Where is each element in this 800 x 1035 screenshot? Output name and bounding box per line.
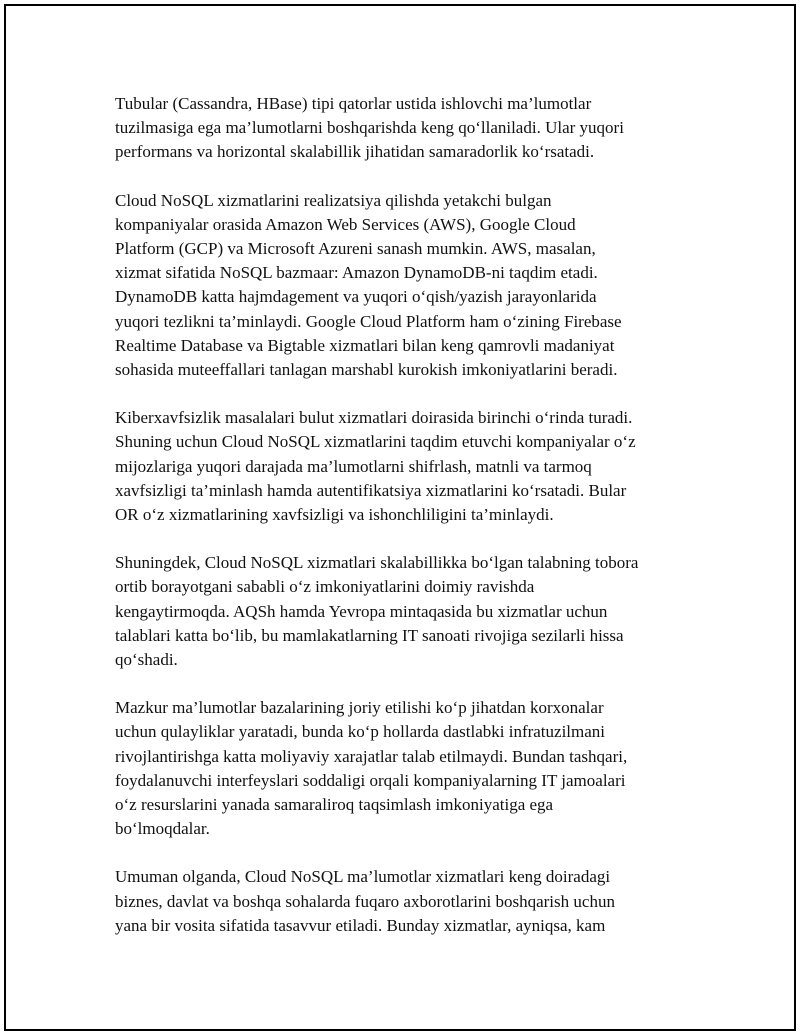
- text-line: kompaniyalar orasida Amazon Web Services (AWS), Google Cloud: [115, 214, 576, 234]
- text-line: Shuning uchun Cloud NoSQL xizmatlarini taqdim etuvchi kompaniyalar o‘z: [115, 432, 636, 452]
- text-line: rivojlantirishga katta moliyaviy xarajatlar talab etilmaydi. Bundan tashqari,: [115, 746, 628, 766]
- text-line: uchun qulayliklar yaratadi, bunda ko‘p hollarda dastlabki infratuzilmani: [115, 722, 606, 742]
- text-line: foydalanuvchi interfeyslari soddaligi orqali kompaniyalarning IT jamoalari: [115, 770, 626, 790]
- text-line: Platform (GCP) va Microsoft Azureni sanash mumkin. AWS, masalan,: [115, 239, 596, 259]
- text-line: talablari katta bo‘lib, bu mamlakatlarning IT sanoati rivojiga sezilarli hissa: [115, 625, 624, 645]
- text-line: performans va horizontal skalabillik jihatidan samaradorlik ko‘rsatadi.: [115, 142, 595, 162]
- text-line: Kiberxavfsizlik masalalari bulut xizmatlari doirasida birinchi o‘rinda turadi.: [115, 408, 633, 428]
- text-line: o‘z resurslarini yanada samaraliroq taqsimlash imkoniyatiga ega: [115, 795, 554, 815]
- text-line: Umuman olganda, Cloud NoSQL ma’lumotlar xizmatlari keng doiradagi: [115, 867, 611, 887]
- text-line: bo‘lmoqdalar.: [115, 819, 210, 839]
- text-line: Mazkur ma’lumotlar bazalarining joriy etilishi ko‘p jihatdan korxonalar: [115, 698, 604, 718]
- paragraph-tubular: [115, 92, 690, 165]
- text-line: yuqori tezlikni ta’minlaydi. Google Cloud Platform ham o‘zining Firebase: [115, 311, 622, 331]
- paragraph-scalability: [115, 551, 690, 672]
- paragraph-cloud-providers: [115, 189, 690, 383]
- text-line: OR o‘z xizmatlarining xavfsizligi va ishonchliligini ta’minlaydi.: [115, 505, 554, 525]
- paragraph-adoption: [115, 696, 690, 841]
- text-line: qo‘shadi.: [115, 650, 178, 670]
- text-line: DynamoDB katta hajmdagement va yuqori o‘qish/yazish jarayonlarida: [115, 287, 597, 307]
- text-line: mijozlariga yuqori darajada ma’lumotlarni shifrlash, matnli va tarmoq: [115, 456, 592, 476]
- text-line: biznes, davlat va boshqa sohalarda fuqaro axborotlarini boshqarish uchun: [115, 891, 615, 911]
- text-line: Cloud NoSQL xizmatlarini realizatsiya qilishda yetakchi bulgan: [115, 190, 552, 210]
- text-line: Tubular (Cassandra, HBase) tipi qatorlar ustida ishlovchi ma’lumotlar: [115, 94, 592, 113]
- text-line: sohasida muteeffallari tanlagan marshabl kurokish imkoniyatlarini beradi.: [115, 360, 618, 380]
- text-line: tuzilmasiga ega ma’lumotlarni boshqarishda keng qo‘llaniladi. Ular yuqori: [115, 118, 624, 138]
- text-line: kengaytirmoqda. AQSh hamda Yevropa mintaqasida bu xizmatlar uchun: [115, 601, 608, 621]
- text-line: ortib borayotgani sababli o‘z imkoniyatlarini doimiy ravishda: [115, 577, 535, 597]
- paragraph-conclusion: [115, 865, 690, 938]
- text-line: Realtime Database va Bigtable xizmatlari bilan keng qamrovli madaniyat: [115, 335, 615, 355]
- paragraph-cybersecurity: [115, 406, 690, 527]
- text-line: yana bir vosita sifatida tasavvur etiladi. Bunday xizmatlar, ayniqsa, kam: [115, 915, 606, 935]
- text-line: Shuningdek, Cloud NoSQL xizmatlari skalabillikka bo‘lgan talabning tobora: [115, 553, 639, 573]
- document-body: [115, 92, 690, 962]
- text-line: xizmat sifatida NoSQL bazmaar: Amazon DynamoDB-ni taqdim etadi.: [115, 263, 598, 283]
- text-line: xavfsizligi ta’minlash hamda autentifikatsiya xizmatlarini ko‘rsatadi. Bular: [115, 480, 627, 500]
